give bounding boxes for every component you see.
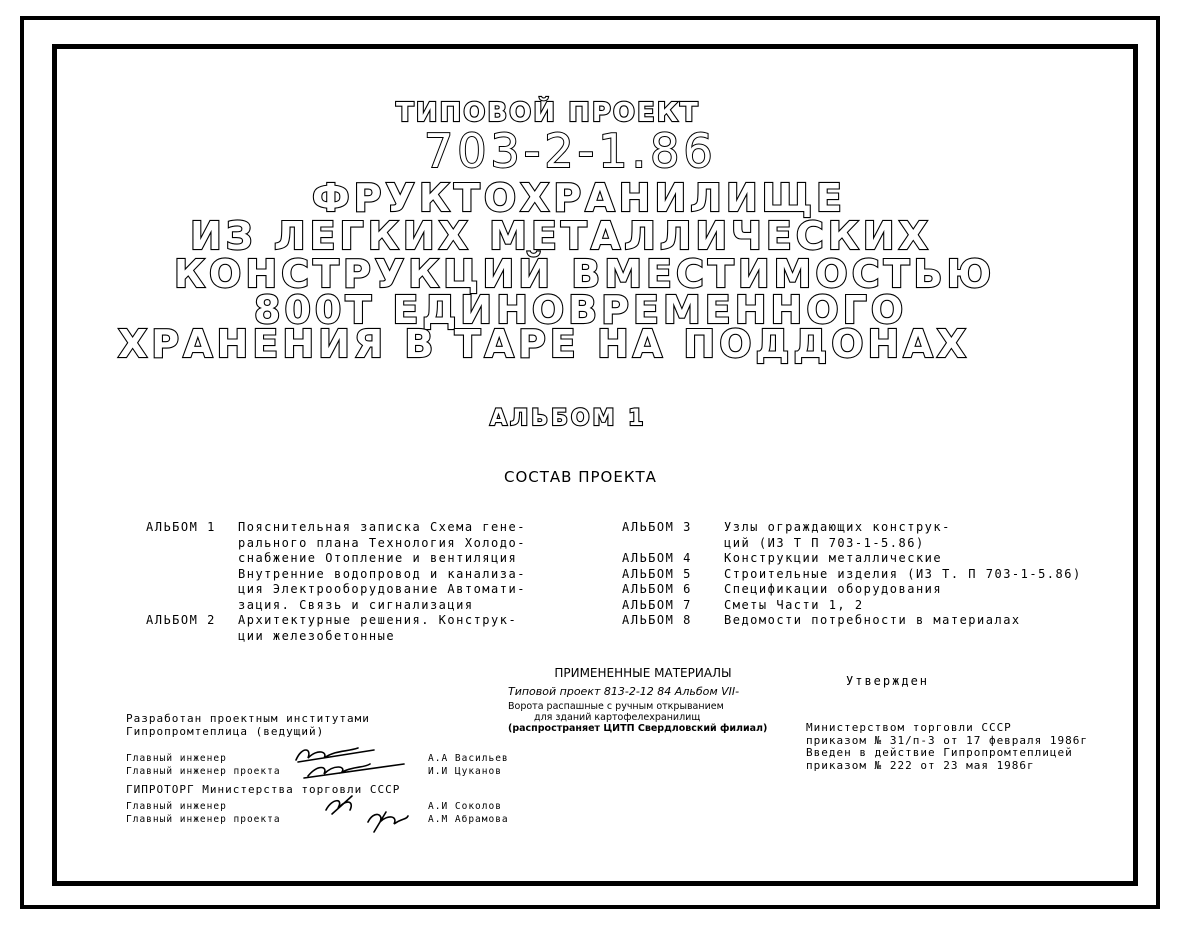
title-line-2: ИЗ ЛЕГКИХ МЕТАЛЛИЧЕСКИХ — [190, 214, 932, 258]
materials-line: (распространяет ЦИТП Свердловский филиал) — [508, 723, 768, 734]
album-line: Пояснительная записка Схема гене- — [238, 520, 526, 534]
album-label: АЛЬБОМ 2 — [146, 613, 216, 627]
role: Главный инженер проекта — [126, 814, 281, 825]
album-line: Сметы Части 1, 2 — [724, 597, 864, 612]
title-line-1: ФРУКТОХРАНИЛИЩЕ — [312, 176, 846, 220]
album-list-left — [146, 520, 526, 644]
approval-line: Министерством торговли СССР — [806, 721, 1012, 734]
album-line: Внутренние водопровод и канализа- — [238, 566, 526, 581]
album-line: рального плана Технология Холодо- — [238, 535, 526, 550]
album-label: АЛЬБОМ 8 — [622, 613, 692, 627]
approval-line: приказом № 222 от 23 мая 1986г — [806, 758, 1035, 772]
album-line: Ведомости потребности в материалах — [724, 613, 1021, 627]
role: Главный инженер — [126, 801, 227, 812]
album-line: ций (ИЗ Т П 703-1-5.86) — [724, 535, 925, 550]
album-line: Спецификации оборудования — [724, 582, 943, 596]
album-entry — [146, 520, 526, 613]
materials-line: для зданий картофелехранилищ — [534, 712, 701, 723]
album-label: АЛЬБОМ 7 — [622, 597, 692, 612]
signatures-image — [288, 736, 428, 846]
role: Главный инженер — [126, 753, 227, 764]
album-heading: АЛЬБОМ 1 — [490, 406, 647, 431]
album-line: Строительные изделия (ИЗ Т. П 703-1-5.86) — [724, 566, 1082, 581]
album-entry — [622, 613, 1082, 629]
org-name: Гипропромтеплица (ведущий) — [126, 725, 325, 738]
album-label: АЛЬБОМ 5 — [622, 566, 692, 581]
title-line-5: ХРАНЕНИЯ В ТАРЕ НА ПОДДОНАХ — [118, 322, 971, 366]
project-type-heading: ТИПОВОЙ ПРОЕКТ — [396, 98, 700, 128]
materials-line: Типовой проект 813-2-12 84 Альбом VII- — [508, 685, 740, 698]
title-line-3: КОНСТРУКЦИЙ ВМЕСТИМОСТЬЮ — [174, 252, 996, 296]
album-line: ции железобетонные — [238, 628, 396, 643]
role: Главный инженер проекта — [126, 766, 281, 777]
album-label: АЛЬБОМ 3 — [622, 520, 692, 534]
album-entry — [622, 598, 1082, 614]
approval-line: Введен в действие Гипропромтеплицей — [806, 746, 1073, 759]
album-line: Архитектурные решения. Конструк- — [238, 613, 518, 627]
developers-heading: Разработан проектным институтами — [126, 712, 370, 725]
album-label: АЛЬБОМ 1 — [146, 520, 216, 534]
album-line: ция Электрооборудование Автомати- — [238, 582, 526, 596]
approval-block — [806, 722, 1088, 772]
project-number: 703-2-1.86 — [424, 124, 717, 178]
album-line: снабжение Отопление и вентиляция — [238, 551, 518, 565]
album-list-right — [622, 520, 1082, 629]
signer-name: И.И Цуканов — [428, 766, 502, 777]
approval-title: Утвержден — [846, 674, 930, 688]
applied-materials — [508, 666, 778, 734]
album-label: АЛЬБОМ 4 — [622, 551, 692, 565]
album-description — [238, 613, 517, 644]
album-entry — [622, 567, 1082, 583]
album-entry — [622, 582, 1082, 598]
signer-name: А.И Соколов — [428, 801, 502, 812]
signer-name: А.А Васильев — [428, 753, 509, 764]
album-entry — [622, 551, 1082, 567]
album-description — [238, 520, 526, 613]
approval-line: приказом № 31/п-3 от 17 февраля 1986г — [806, 733, 1089, 747]
org-name: ГИПРОТОРГ Министерства торговли СССР — [126, 783, 401, 796]
album-description — [724, 520, 951, 551]
album-entry — [146, 613, 526, 644]
album-line: зация. Связь и сигнализация — [238, 597, 474, 612]
album-label: АЛЬБОМ 6 — [622, 582, 692, 596]
title-line-4: 800Т ЕДИНОВРЕМЕННОГО — [254, 288, 908, 332]
album-entry — [622, 520, 1082, 551]
album-line: Узлы ограждающих конструк- — [724, 520, 951, 534]
materials-title: ПРИМЕНЕННЫЕ МАТЕРИАЛЫ — [554, 666, 732, 680]
composition-heading: СОСТАВ ПРОЕКТА — [504, 468, 657, 486]
materials-line: Ворота распашные с ручным открыванием — [508, 701, 724, 712]
signer-name: А.М Абрамова — [428, 814, 509, 825]
album-line: Конструкции металлические — [724, 551, 943, 565]
